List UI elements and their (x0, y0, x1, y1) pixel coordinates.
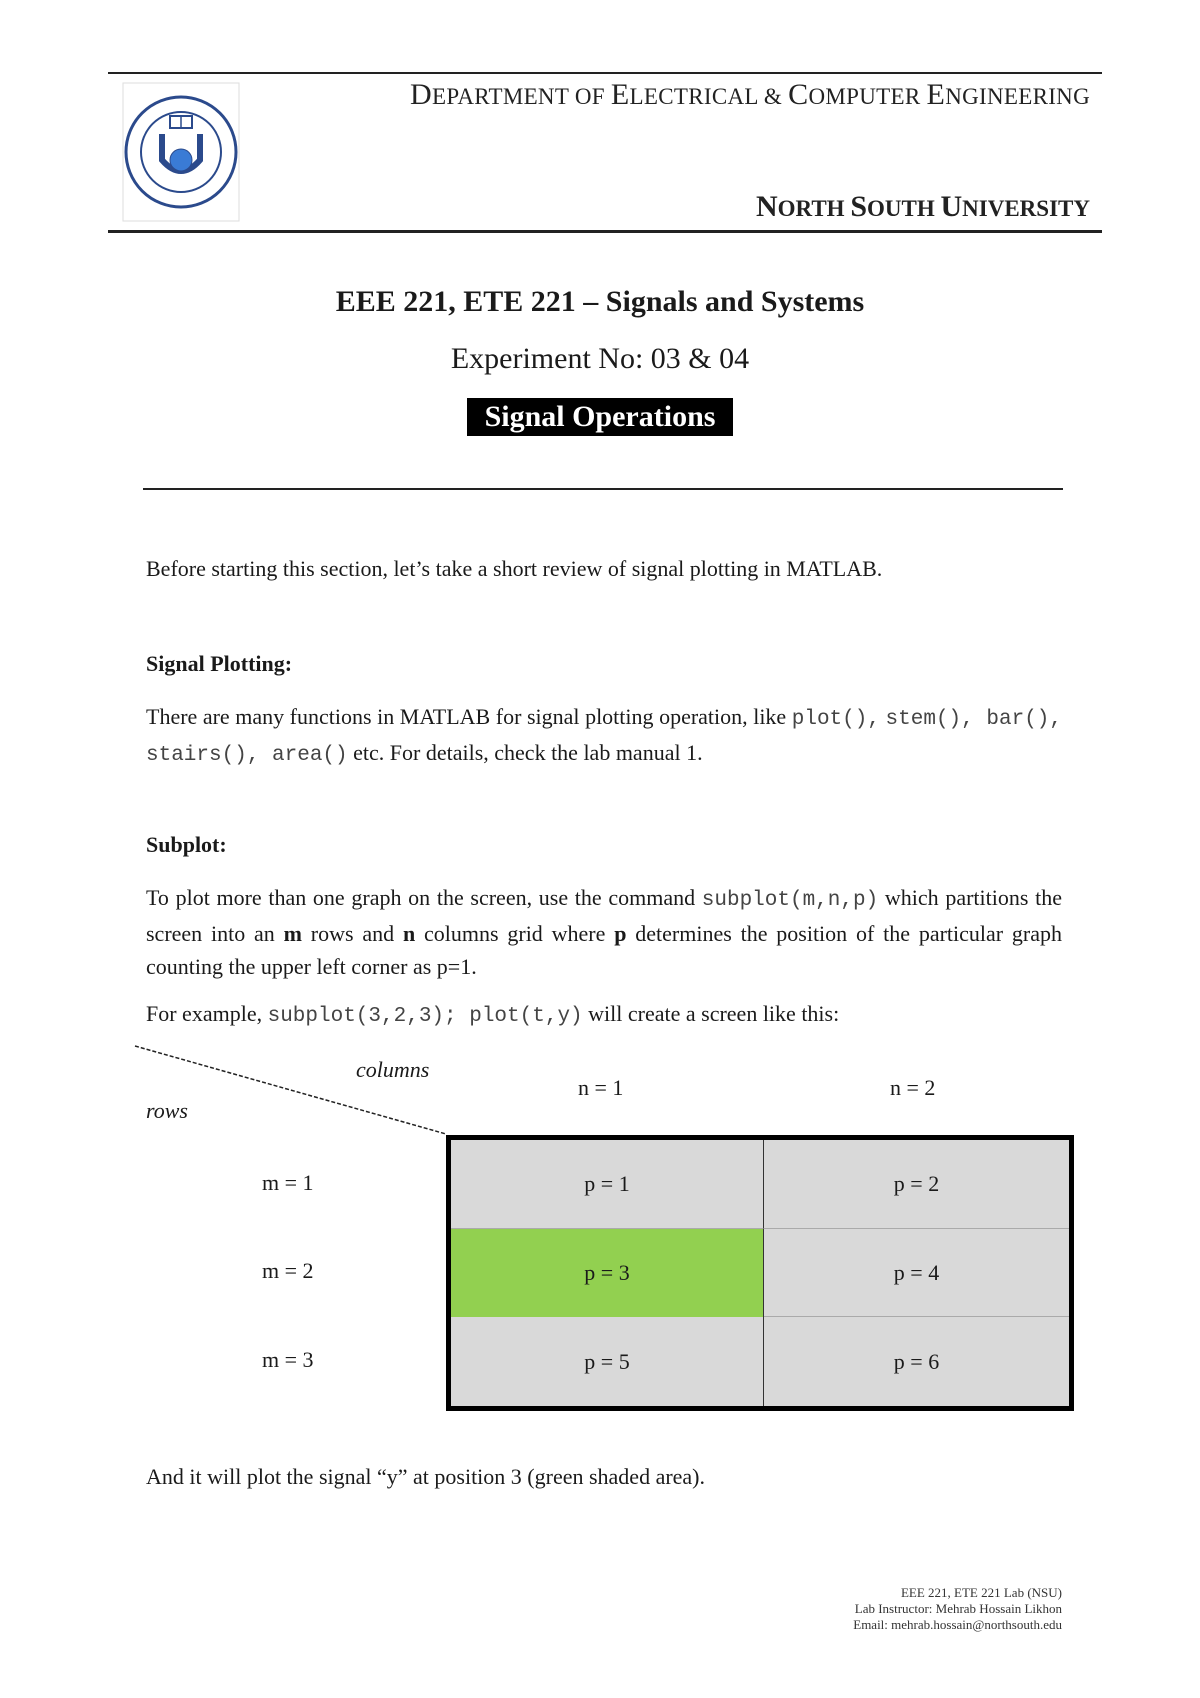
header-bottom-rule (108, 230, 1102, 233)
signal-plotting-paragraph: There are many functions in MATLAB for signal plotting operation, like plot(), stem(), bar(), stairs(), area() etc. For details, check the lab manual 1. (146, 704, 1063, 767)
code-example: subplot(3,2,3); plot(t,y) (267, 1005, 583, 1028)
col-header-1: n = 1 (578, 1075, 624, 1100)
footer-instructor: Lab Instructor: Mehrab Hossain Likhon (854, 1601, 1062, 1616)
row-header-1: m = 1 (262, 1170, 314, 1195)
grid-cell-p5: p = 5 (451, 1317, 764, 1406)
topic-title: Signal Operations (467, 398, 734, 436)
title-divider (143, 488, 1063, 490)
grid-cell-p2: p = 2 (764, 1140, 1069, 1229)
subplot-grid (446, 1135, 1074, 1411)
university-name: NORTH SOUTH UNIVERSITY (755, 190, 1090, 223)
university-logo (122, 82, 240, 222)
rows-label: rows (146, 1098, 188, 1123)
footer-email: Email: mehrab.hossain@northsouth.edu (853, 1617, 1062, 1632)
footer-course: EEE 221, ETE 221 Lab (NSU) (900, 1585, 1062, 1600)
conclusion-paragraph: And it will plot the signal “y” at position 3 (green shaded area). (146, 1464, 706, 1489)
grid-cell-p4: p = 4 (764, 1229, 1069, 1317)
row-header-3: m = 3 (262, 1347, 314, 1372)
subplot-paragraph: To plot more than one graph on the screen, use the command subplot(m,n,p) which partitions the screen into an m rows and n columns grid where p determines the position of the particular graph counting the upper left corner as p=1. (146, 885, 1063, 979)
experiment-number: Experiment No: 03 & 04 (450, 342, 750, 375)
row-header-2: m = 2 (262, 1258, 314, 1283)
topic-banner (0, 398, 1200, 436)
course-title: EEE 221, ETE 221 – Signals and Systems (335, 285, 865, 318)
subplot-heading: Subplot: (146, 832, 227, 857)
columns-label: columns (356, 1057, 430, 1082)
department-name: DEPARTMENT OF ELECTRICAL & COMPUTER ENGINEERING (410, 78, 1090, 111)
grid-cell-p6: p = 6 (764, 1317, 1069, 1406)
header-top-rule (108, 72, 1102, 74)
subplot-example: For example, subplot(3,2,3); plot(t,y) will create a screen like this: (146, 1001, 840, 1028)
grid-cell-p3-highlighted: p = 3 (451, 1229, 764, 1317)
signal-plotting-heading: Signal Plotting: (146, 651, 293, 676)
diagonal-header-line (130, 1040, 460, 1140)
footer (853, 1585, 1062, 1633)
intro-paragraph: Before starting this section, let’s take a short review of signal plotting in MATLAB. (146, 556, 883, 581)
col-header-2: n = 2 (890, 1075, 936, 1100)
code-functions: stem(), bar(), stairs(), area() (146, 708, 1063, 767)
code-plot: plot(), (791, 708, 880, 731)
grid-cell-p1: p = 1 (451, 1140, 764, 1229)
code-subplot: subplot(m,n,p) (701, 889, 879, 912)
